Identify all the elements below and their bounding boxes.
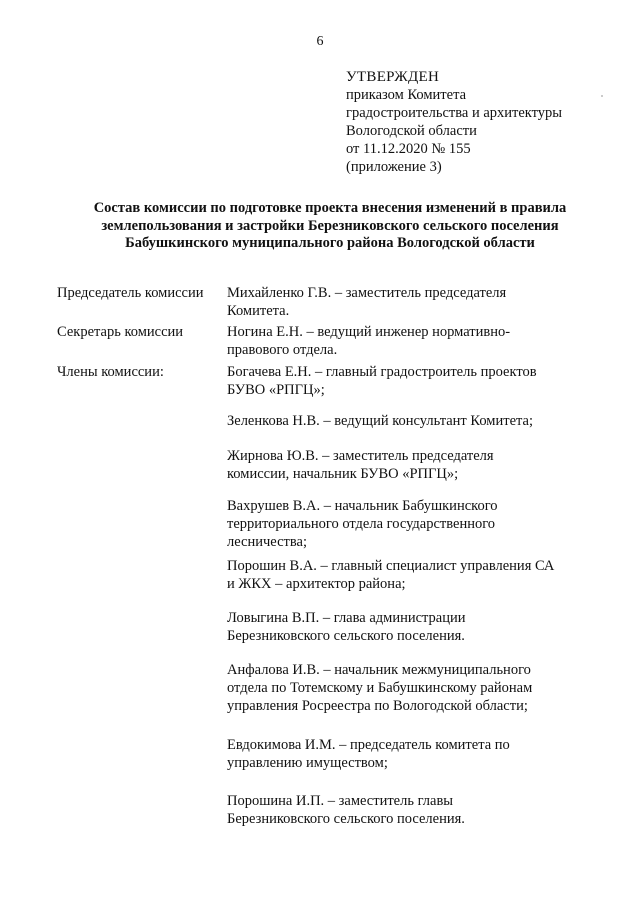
entry-line: Михайленко Г.В. – заместитель председателя — [227, 285, 507, 301]
entry-line: отдела по Тотемскому и Бабушкинскому районам — [227, 680, 533, 696]
secretary-entry — [227, 323, 572, 359]
member-entry — [227, 363, 572, 399]
member-entry — [227, 609, 572, 645]
entry-line: и ЖКХ – архитектор района; — [227, 576, 406, 592]
entry-line: Богачева Е.Н. – главный градостроитель проектов — [227, 364, 537, 380]
entry-line: комиссии, начальник БУВО «РПГЦ»; — [227, 466, 459, 482]
chair-entry — [227, 284, 572, 320]
entry-line: управления Росреестра по Вологодской области; — [227, 698, 528, 714]
member-entry — [227, 661, 572, 715]
entry-line: лесничества; — [227, 534, 307, 550]
entry-line: Жирнова Ю.В. – заместитель председателя — [227, 448, 494, 464]
entry-line: Вахрушев В.А. – начальник Бабушкинского — [227, 498, 498, 514]
entry-line: управлению имуществом; — [227, 755, 388, 771]
approval-line: градостроительства и архитектуры — [346, 105, 563, 121]
approval-line: Вологодской области — [346, 123, 477, 139]
title-line: землепользования и застройки Березниковского сельского поселения — [101, 217, 559, 234]
entry-line: правового отдела. — [227, 342, 338, 358]
member-entry — [227, 497, 572, 551]
member-entry — [227, 792, 572, 828]
entry-line: Анфалова И.В. – начальник межмуниципального — [227, 662, 531, 678]
member-entry — [227, 447, 572, 483]
member-entry — [227, 736, 572, 772]
entry-line: Ловыгина В.П. – глава администрации — [227, 610, 466, 626]
role-label-members: Члены комиссии: — [57, 364, 164, 380]
entry-line: Березниковского сельского поселения. — [227, 811, 465, 827]
entry-line: БУВО «РПГЦ»; — [227, 382, 325, 398]
member-entry — [227, 557, 572, 593]
entry-line: Ногина Е.Н. – ведущий инженер нормативно- — [227, 324, 511, 340]
approval-line: приказом Комитета — [346, 87, 467, 103]
entry-line: Комитета. — [227, 303, 290, 319]
title-line: Бабушкинского муниципального района Вологодской области — [125, 235, 535, 251]
entry-line: территориального отдела государственного — [227, 516, 496, 532]
entry-line: Зеленкова Н.В. – ведущий консультант Комитета; — [227, 413, 533, 429]
entry-line: Евдокимова И.М. – председатель комитета по — [227, 737, 510, 753]
approval-heading: УТВЕРЖДЕН — [346, 69, 440, 85]
approval-appendix: (приложение 3) — [346, 159, 442, 175]
entry-line: Порошина И.П. – заместитель главы — [227, 793, 454, 809]
entry-line: Порошин В.А. – главный специалист управления СА — [227, 558, 555, 574]
title-line: Состав комиссии по подготовке проекта внесения изменений в правила — [93, 200, 567, 216]
page-number: 6 — [316, 34, 324, 49]
role-label-chair: Председатель комиссии — [57, 285, 204, 301]
entry-line: Березниковского сельского поселения. — [227, 628, 465, 644]
approval-date-number: от 11.12.2020 № 155 — [346, 141, 471, 157]
member-entry — [227, 412, 572, 430]
role-label-secretary: Секретарь комиссии — [57, 324, 184, 340]
